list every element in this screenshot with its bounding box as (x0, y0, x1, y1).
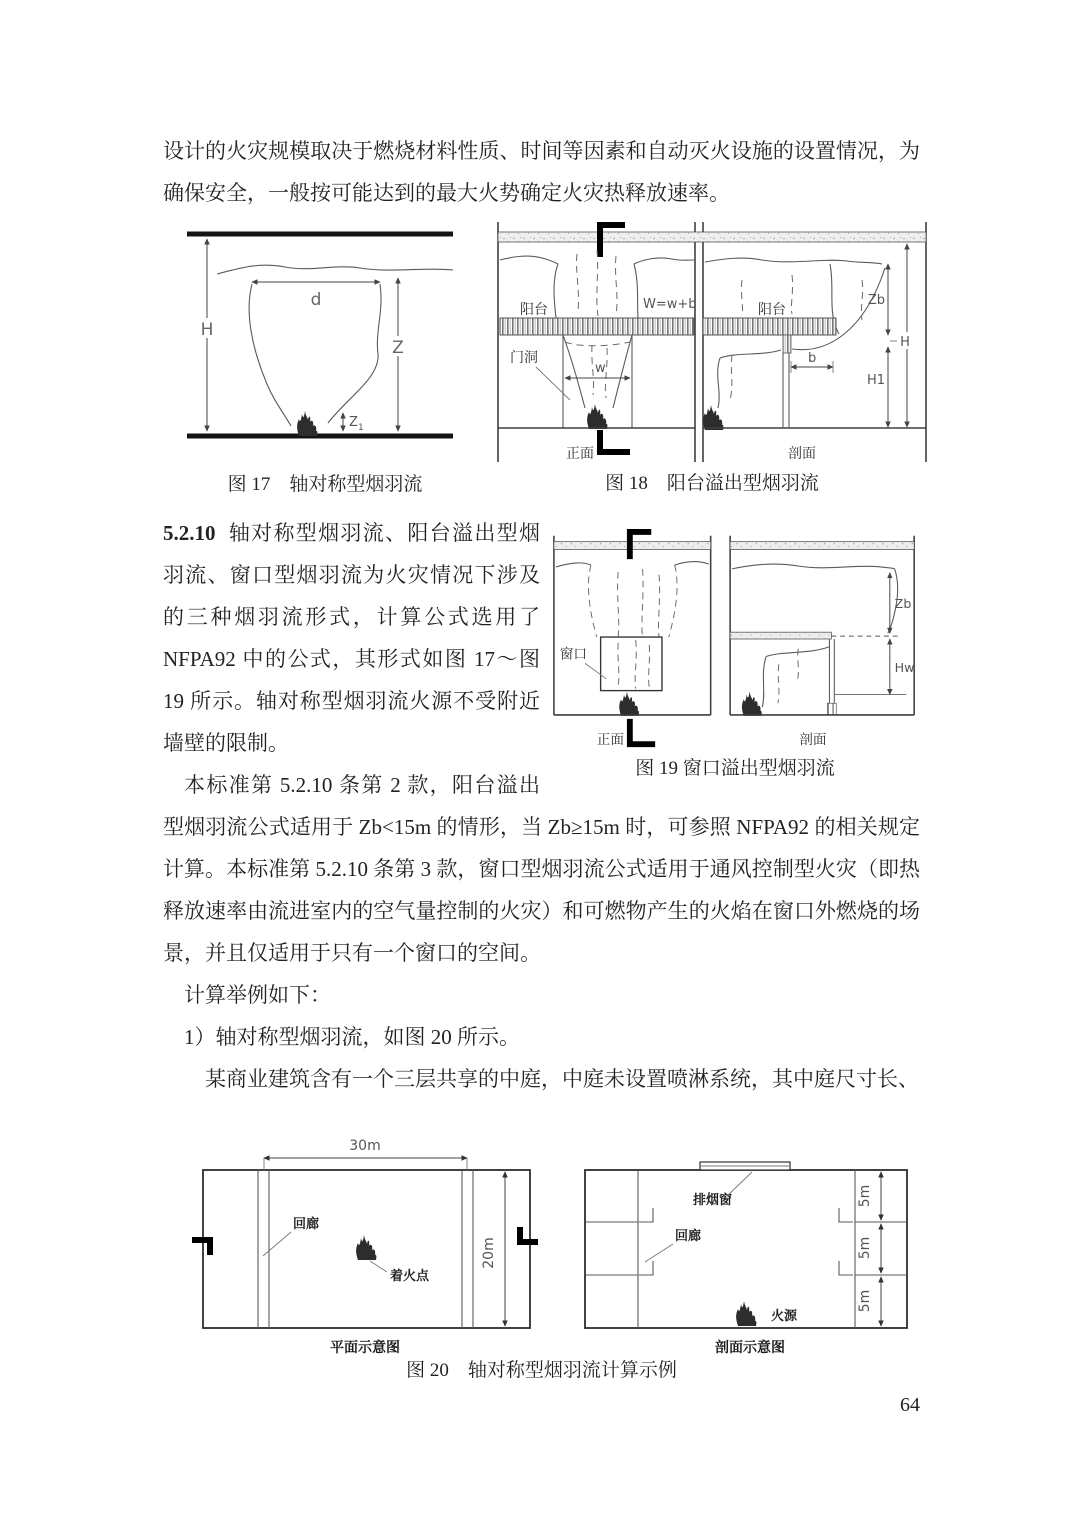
label-h: H (900, 335, 910, 350)
smoke-wisp (597, 250, 598, 316)
flame-icon (703, 405, 723, 430)
label-b: b (808, 351, 817, 366)
fig17-caption: 图 17 轴对称型烟羽流 (227, 474, 423, 495)
section-5-2-10 (163, 512, 920, 1100)
smoke-wisp (616, 256, 617, 314)
leader-line (645, 1244, 673, 1262)
smoke-layer-line (675, 562, 709, 565)
label-zb: Zb (867, 293, 885, 308)
label-w-total: W=w+b (643, 297, 697, 312)
label-front-view: 正面 (596, 732, 624, 748)
label-zb: Zb (894, 595, 912, 611)
smoke-wisp (778, 664, 779, 703)
smoke-wisp (791, 275, 792, 314)
flame-icon (742, 692, 762, 716)
label-z: Z (392, 338, 404, 358)
window-opening (601, 637, 662, 691)
label-z1-sub: 1 (358, 423, 364, 433)
label-hw: Hw (894, 660, 915, 676)
smoke-wisp (635, 640, 636, 689)
label-front-view: 正面 (566, 447, 594, 462)
flame-icon (587, 404, 607, 429)
figure-20-plan (190, 1128, 540, 1357)
figure-17 (175, 226, 475, 496)
paragraph-example-item: 1）轴对称型烟羽流，如图 20 所示。 (184, 1025, 520, 1049)
leader-line (585, 663, 606, 679)
flame-icon (297, 411, 317, 436)
figure-19 (550, 528, 920, 780)
label-5m: 5m (857, 1289, 873, 1313)
label-corridor: 回廊 (675, 1229, 702, 1244)
smoke-layer-line (732, 564, 895, 569)
label-h1: H1 (866, 373, 885, 388)
section-cut-mark (630, 719, 655, 744)
ceiling-slab (730, 542, 914, 550)
smoke-wisp (730, 355, 732, 400)
balcony-rail-mark (639, 1261, 653, 1275)
plume-edge (718, 358, 720, 408)
label-window: 窗口 (559, 646, 587, 662)
fig18-caption: 图 18 阳台溢出型烟羽流 (605, 473, 819, 494)
balcony-slab (500, 318, 694, 335)
section-cut-mark (520, 1227, 538, 1242)
section-body: 轴对称型烟羽流、阳台溢出型烟羽流、窗口型烟羽流为火灾情况下涉及的三种烟羽流形式，计算公式选用了 NFPA92 中的公式，其形式如图 17～图 19 所示。轴对称型烟羽流火源不受附近墙壁的限制。 (163, 521, 540, 755)
paragraph-example-intro: 计算举例如下： (184, 983, 331, 1007)
fig19-diagram (550, 528, 920, 750)
label-20m: 20m (481, 1237, 497, 1269)
label-balcony: 阳台 (758, 303, 786, 318)
paragraph-example-detail: 某商业建筑含有一个三层共享的中庭，中庭未设置喷淋系统，其中庭尺寸长、 (205, 1067, 919, 1091)
smoke-wisp (592, 345, 594, 395)
label-vent: 排烟窗 (693, 1193, 733, 1208)
section-cut-mark (600, 430, 630, 452)
smoke-wisp (577, 254, 579, 312)
smoke-wisp (649, 645, 650, 688)
label-corridor: 回廊 (293, 1217, 320, 1232)
flame-icon (619, 692, 639, 716)
smoke-layer-line (634, 258, 694, 264)
smoke-layer-line (705, 258, 882, 264)
label-section-view: 剖面 (788, 447, 816, 462)
balcony-slab (703, 318, 836, 335)
smoke-layer-line (217, 265, 453, 274)
label-h: H (200, 320, 214, 340)
plume-left-edge (249, 284, 291, 426)
label-z1: Z (349, 415, 358, 430)
plume-edge (762, 657, 766, 708)
label-w: w (595, 361, 606, 376)
flame-icon (356, 1235, 376, 1260)
spill-plume-edge (792, 268, 885, 350)
label-fire-source: 火源 (771, 1309, 798, 1324)
smoke-wisp (642, 569, 643, 637)
wall-hatch (828, 703, 837, 715)
figure-20-section (575, 1128, 925, 1357)
label-section-view: 剖面 (799, 732, 827, 748)
leader-line (536, 367, 570, 400)
balcony-fascia (783, 335, 791, 353)
smoke-wisp (658, 575, 659, 637)
plume-edge (613, 335, 632, 408)
fig20-section-title: 剖面示意图 (715, 1340, 785, 1356)
smoke-layer-line (556, 563, 591, 567)
fig17-diagram (175, 226, 475, 466)
plume-edge (563, 335, 585, 408)
label-5m: 5m (857, 1236, 873, 1260)
smoke-wisp (565, 342, 630, 346)
fig18-diagram (492, 220, 932, 465)
smoke-wisp (797, 649, 798, 680)
plume-edge (634, 264, 638, 318)
smoke-wisp (605, 348, 607, 398)
page-number: 64 (900, 1394, 920, 1416)
fig20-section-diagram (575, 1128, 925, 1333)
smoke-wisp (741, 280, 742, 316)
fig20-caption: 图 20 轴对称型烟羽流计算示例 (406, 1360, 677, 1381)
leader-line (370, 1261, 387, 1272)
paragraph-standard: 本标准第 5.2.10 条第 2 款，阳台溢出型烟羽流公式适用于 Zb<15m 的情形，当 Zb≥15m 时，可参照 NFPA92 的相关规定计算。本标准第 5.2.10 条第 3 款，窗口型烟羽流公式适用于通风控制型火灾（即热释放速率由流进室内的空气量控制的火灾）和可燃物产生的火焰在窗口外燃烧的场景，并且仅适用于只有一个窗口的空间。 (163, 773, 920, 965)
fig20-plan-title: 平面示意图 (330, 1340, 400, 1356)
smoke-underside (720, 350, 781, 358)
flame-icon (736, 1301, 756, 1326)
label-balcony: 阳台 (520, 303, 548, 318)
smoke-layer-line (500, 256, 558, 264)
projecting-slab (730, 632, 831, 639)
balcony-rail-mark (839, 1208, 853, 1222)
label-d: d (310, 290, 322, 310)
label-5m: 5m (857, 1184, 873, 1208)
figure-18 (492, 220, 932, 495)
balcony-rail-mark (839, 1261, 853, 1275)
leader-line (263, 1232, 291, 1256)
fig19-caption: 图 19 窗口溢出型烟羽流 (635, 758, 835, 779)
leader-line (727, 1172, 752, 1196)
section-cut-mark (192, 1240, 210, 1255)
label-door: 门洞 (510, 351, 538, 366)
plume-right-edge (328, 284, 381, 423)
smoke-wisp (618, 572, 619, 637)
plume-edge (554, 264, 558, 318)
section-number: 5.2.10 (163, 521, 216, 545)
plume-edge (669, 565, 677, 637)
label-30m: 30m (349, 1138, 381, 1154)
smoke-wisp (618, 643, 619, 686)
ceiling-slab (498, 232, 926, 242)
fig20-plan-diagram (190, 1128, 540, 1333)
intro-paragraph: 设计的火灾规模取决于燃烧材料性质、时间等因素和自动灭火设施的设置情况，为确保安全，一般按可能达到的最大火势确定火灾热释放速率。 (163, 139, 920, 205)
label-fire-point: 着火点 (390, 1269, 430, 1284)
plume-edge (588, 565, 596, 637)
balcony-rail-mark (639, 1208, 653, 1222)
